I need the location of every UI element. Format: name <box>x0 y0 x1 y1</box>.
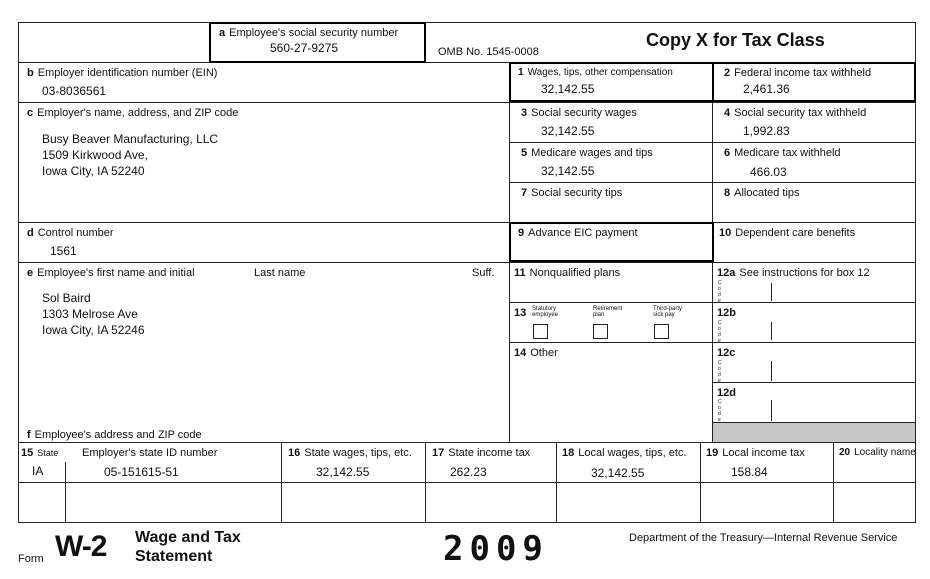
employer-address-line2: Iowa City, IA 52240 <box>42 164 145 178</box>
box5-value: 32,142.55 <box>541 164 595 178</box>
code-divider <box>771 400 772 421</box>
box10-label: 10 Dependent care benefits <box>719 227 856 239</box>
employee-address-line2: Iowa City, IA 52246 <box>42 323 145 337</box>
form-title-line1: Wage and Tax <box>135 529 241 546</box>
retirement-plan-checkbox[interactable] <box>593 324 608 339</box>
box1-value: 32,142.55 <box>541 82 595 96</box>
box12b-code-label: Code <box>718 320 722 344</box>
frame-bottom <box>18 522 916 523</box>
box14-label: 14 Other <box>514 347 558 359</box>
control-label: d Control number <box>27 227 114 239</box>
rule <box>281 442 282 523</box>
suffix-label: Suff. <box>472 267 495 279</box>
last-name-label: Last name <box>254 267 306 279</box>
box3-label: 3 Social security wages <box>521 107 637 119</box>
code-divider <box>771 361 772 381</box>
employee-address-line1: 1303 Melrose Ave <box>42 307 138 321</box>
code-divider <box>771 283 772 301</box>
state-value: IA <box>32 464 44 478</box>
tax-year: 2009 <box>443 529 549 569</box>
ssn-value: 560-27-9275 <box>270 41 339 55</box>
rule <box>700 442 701 523</box>
box19-label: 19 Local income tax <box>706 447 805 459</box>
rule <box>65 462 66 522</box>
box7-label: 7 Social security tips <box>521 187 623 199</box>
box4-label: 4 Social security tax withheld <box>724 107 867 119</box>
rule <box>833 442 834 523</box>
shaded-area <box>713 423 915 442</box>
employee-address-label: f Employee's address and ZIP code <box>27 429 202 441</box>
box6-label: 6 Medicare tax withheld <box>724 147 841 159</box>
employee-name: Sol Baird <box>42 291 91 305</box>
box17-label: 17 State income tax <box>432 447 531 459</box>
box12a-code-label: Code <box>718 280 722 304</box>
employer-address-line1: 1509 Kirkwood Ave, <box>42 148 148 162</box>
statutory-employee-checkbox[interactable] <box>533 324 548 339</box>
third-party-sick-pay-label: Third-party sick pay <box>653 306 683 318</box>
employee-name-label: e Employee's first name and initial <box>27 267 195 279</box>
employer-label: c Employer's name, address, and ZIP code <box>27 107 239 119</box>
box12c-code-label: Code <box>718 360 722 384</box>
box18-value: 32,142.55 <box>591 466 645 480</box>
box12d-code-label: Code <box>718 399 722 423</box>
ein-label: b Employer identification number (EIN) <box>27 67 218 79</box>
box2-label: 2 Federal income tax withheld <box>724 67 872 79</box>
rule <box>712 382 916 383</box>
box18-label: 18 Local wages, tips, etc. <box>562 447 687 459</box>
box12c-label: 12c <box>717 347 736 359</box>
box11-label: 11 Nonqualified plans <box>514 267 621 279</box>
control-value: 1561 <box>50 244 77 258</box>
ssn-label: a Employee's social security number <box>219 27 399 39</box>
box13-number: 13 <box>514 307 527 319</box>
statutory-employee-label: Statutory employee <box>532 306 559 318</box>
rule <box>18 482 916 483</box>
third-party-sick-pay-checkbox[interactable] <box>654 324 669 339</box>
rule <box>712 262 713 263</box>
box12d-label: 12d <box>717 387 736 399</box>
rule <box>18 222 916 223</box>
box16-value: 32,142.55 <box>316 465 370 479</box>
rule <box>18 102 509 103</box>
box1-label: 1 Wages, tips, other compensation <box>518 67 673 78</box>
box5-label: 5 Medicare wages and tips <box>521 147 653 159</box>
box9-label: 9 Advance EIC payment <box>518 227 638 239</box>
box16-label: 16 State wages, tips, etc. <box>288 447 412 459</box>
rule <box>18 262 916 263</box>
box19-value: 158.84 <box>731 465 768 479</box>
employer-name: Busy Beaver Manufacturing, LLC <box>42 132 219 146</box>
state-id-label: Employer's state ID number <box>82 447 218 459</box>
copy-title: Copy X for Tax Class <box>646 30 825 50</box>
rule <box>18 442 916 443</box>
rule <box>425 442 426 523</box>
frame-left <box>18 22 19 523</box>
box12b-label: 12b <box>717 307 736 319</box>
form-title-line2: Statement <box>135 548 213 565</box>
box6-value: 466.03 <box>750 165 787 179</box>
state-id-value: 05-151615-51 <box>104 465 179 479</box>
box2-value: 2,461.36 <box>743 82 790 96</box>
frame-top <box>18 22 916 23</box>
box17-value: 262.23 <box>450 465 487 479</box>
form-word: Form <box>18 553 44 565</box>
box20-label: 20 Locality name <box>839 447 916 458</box>
box15-label: 15 State <box>21 447 59 459</box>
form-id: W-2 <box>55 530 107 563</box>
agency-line: Department of the Treasury—Internal Revenue Service <box>629 532 898 544</box>
omb-number: OMB No. 1545-0008 <box>438 46 539 58</box>
box12a-label: 12a See instructions for box 12 <box>717 267 870 279</box>
retirement-plan-label: Retirement plan <box>593 306 623 318</box>
code-divider <box>771 322 772 340</box>
box8-label: 8 Allocated tips <box>724 187 800 199</box>
box3-value: 32,142.55 <box>541 124 595 138</box>
box4-value: 1,992.83 <box>743 124 790 138</box>
rule <box>556 442 557 523</box>
ein-value: 03-8036561 <box>42 84 107 98</box>
